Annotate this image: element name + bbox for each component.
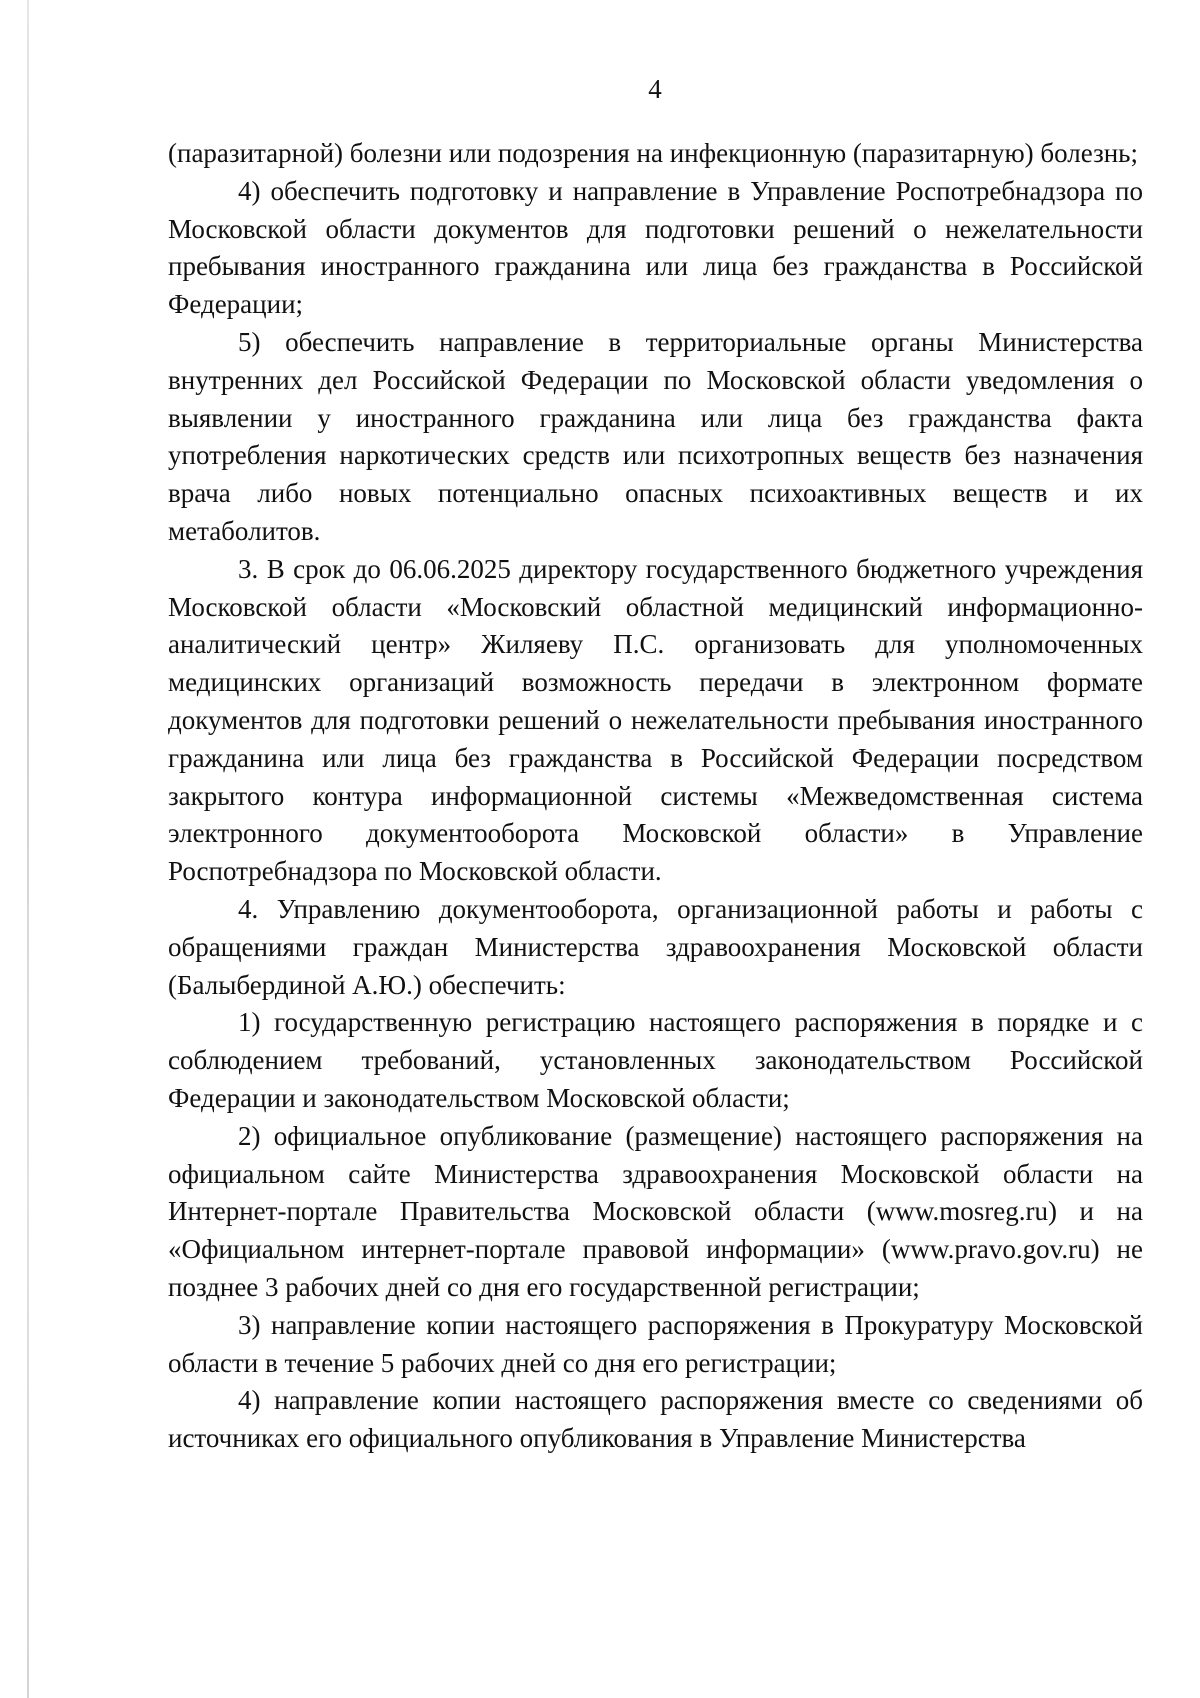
paragraph-clause-4-item-3: 3) направление копии настоящего распоряжения в Прокуратуру Московской области в течение 5 рабочих дней со дня его регистрации; <box>168 1309 1143 1378</box>
paragraph-clause-4: 4. Управлению документооборота, организационной работы и работы с обращениями граждан Министерства здравоохранения Московской области (Балыбердиной А.Ю.) обеспечить: <box>168 893 1143 1000</box>
document-body <box>168 135 1143 1458</box>
paragraph-clause-4-item-2: 2) официальное опубликование (размещение) настоящего распоряжения на официальном сайте Министерства здравоохранения Московской области на Интернет-портале Правительства Московской области (www.mosreg.ru) и на «Официальном интернет-портале правовой информации» (www.pravo.gov.ru) не позднее 3 рабочих дней со дня его государственной регистрации; <box>168 1120 1143 1302</box>
scan-left-edge <box>27 0 29 1698</box>
paragraph-item-5-mvd: 5) обеспечить направление в территориальные органы Министерства внутренних дел Российской Федерации по Московской области уведомления о выявлении у иностранного гражданина или лица без гражданства факта употребления наркотических средств или психотропных веществ без назначения врача либо новых потенциально опасных психоактивных веществ и их метаболитов. <box>168 326 1143 546</box>
paragraph-continuation: (паразитарной) болезни или подозрения на инфекционную (паразитарную) болезнь; <box>168 138 1138 168</box>
paragraph-item-4-rospotrebnadzor: 4) обеспечить подготовку и направление в Управление Роспотребнадзора по Московской области документов для подготовки решений о нежелательности пребывания иностранного гражданина или лица без гражданства в Российской Федерации; <box>168 175 1143 320</box>
page-number: 4 <box>648 74 662 104</box>
paragraph-clause-4-item-1: 1) государственную регистрацию настоящего распоряжения в порядке и с соблюдением требований, установленных законодательством Российской Федерации и законодательством Московской области; <box>168 1007 1143 1113</box>
paragraph-clause-3: 3. В срок до 06.06.2025 директору государственного бюджетного учреждения Московской области «Московский областной медицинский информационно-аналитический центр» Жиляеву П.С. организовать для уполномоченных медицинских организаций возможность передачи в электронном формате документов для подготовки решений о нежелательности пребывания иностранного гражданина или лица без гражданства в Российской Федерации посредством закрытого контура информационной системы «Межведомственная система электронного документооборота Московской области» в Управление Роспотребнадзора по Московской области. <box>168 553 1143 887</box>
paragraph-clause-4-item-4: 4) направление копии настоящего распоряжения вместе со сведениями об источниках его официального опубликования в Управление Министерства <box>168 1385 1143 1454</box>
